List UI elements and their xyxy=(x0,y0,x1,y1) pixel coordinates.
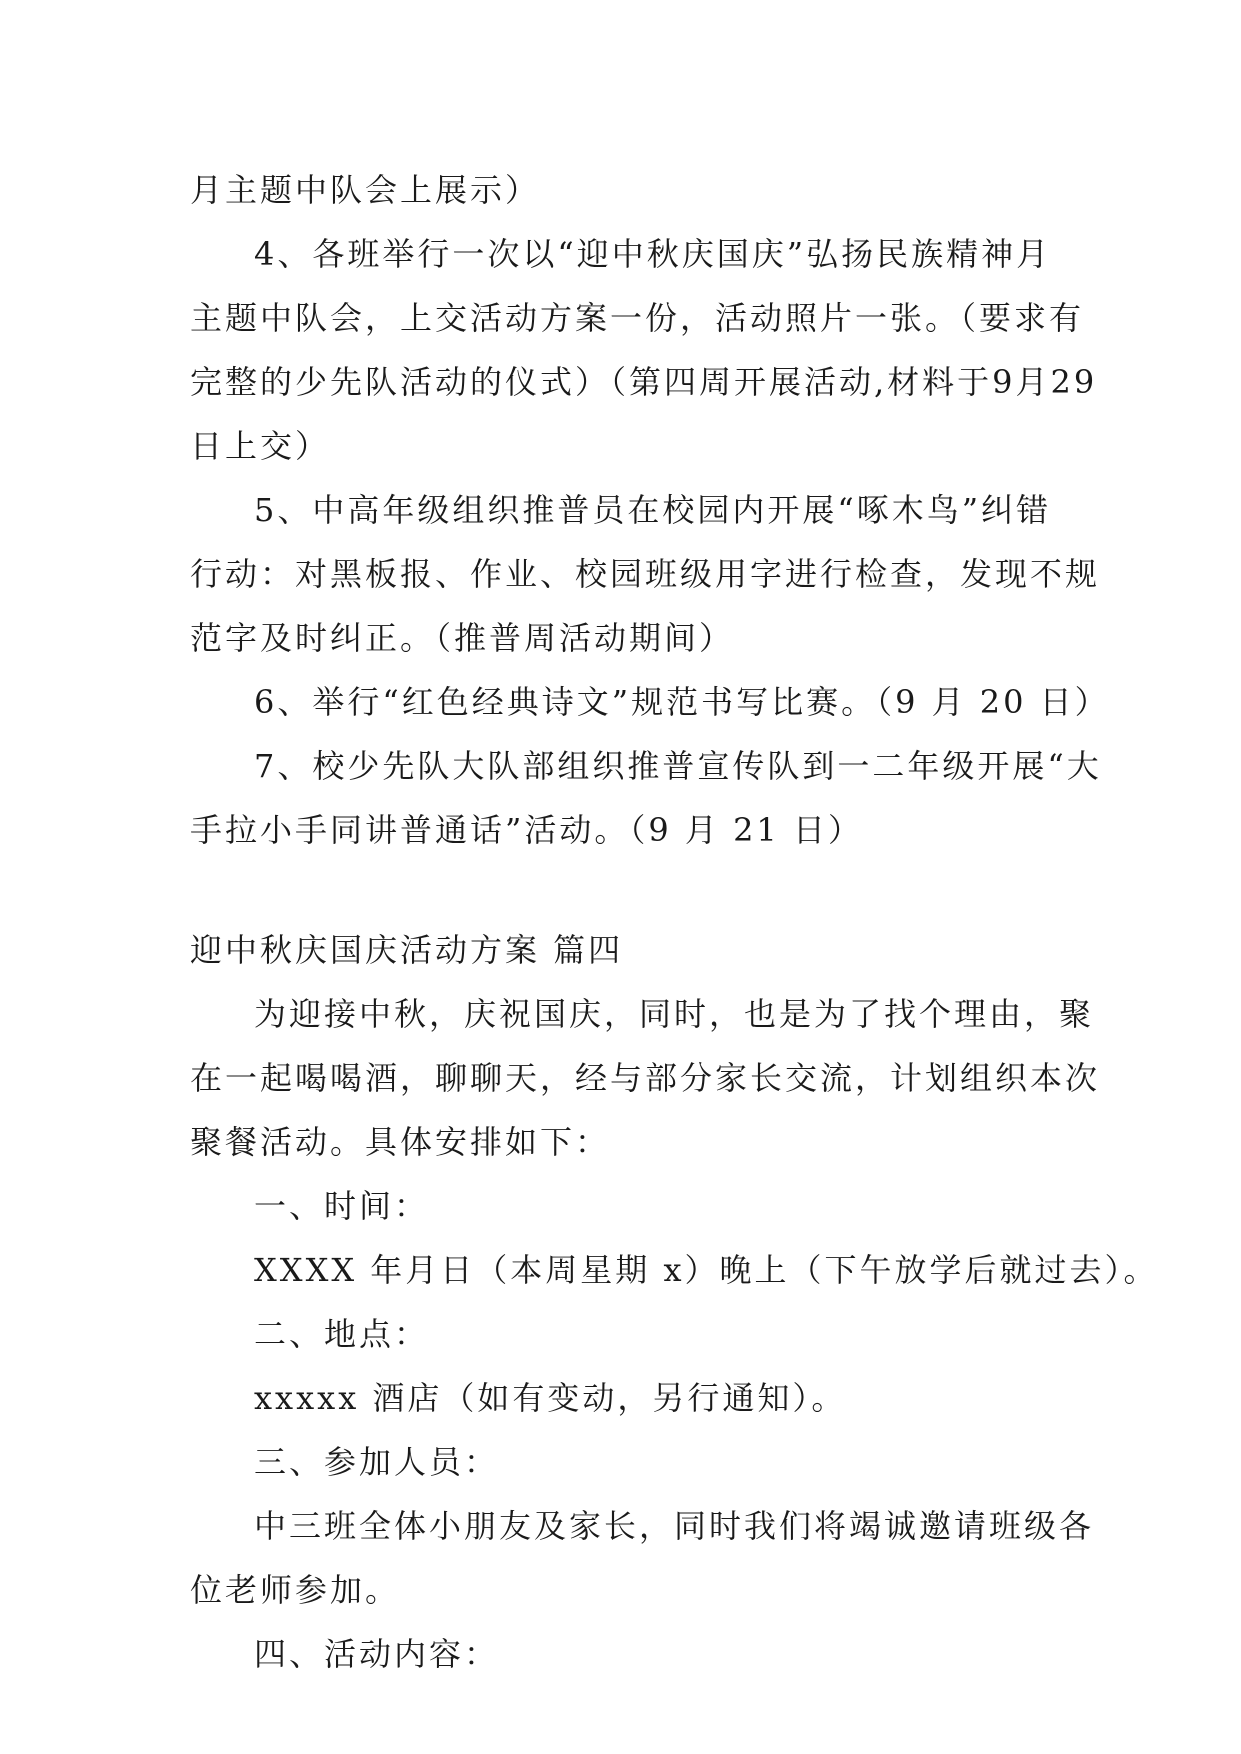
list-item-5: 5、中高年级组织推普员在校园内开展“啄木鸟”纠错 xyxy=(254,491,1052,529)
paragraph-line: 手拉小手同讲普通话”活动。（9 月 21 日） xyxy=(190,811,863,849)
subheading-location: 二、地点： xyxy=(254,1315,430,1353)
subheading-activities: 四、活动内容： xyxy=(254,1635,500,1673)
paragraph-line: 范字及时纠正。（推普周活动期间） xyxy=(190,619,735,657)
paragraph-line: 在一起喝喝酒，聊聊天，经与部分家长交流，计划组织本次 xyxy=(190,1059,1101,1097)
subheading-participants: 三、参加人员： xyxy=(254,1443,500,1481)
document-body xyxy=(190,158,1159,1686)
paragraph-line: 行动：对黑板报、作业、校园班级用字进行检查，发现不规 xyxy=(190,555,1101,593)
paragraph-line: XXXX 年月日（本周星期 x）晚上（下午放学后就过去）。 xyxy=(254,1251,1159,1289)
list-item-7: 7、校少先队大队部组织推普宣传队到一二年级开展“大 xyxy=(254,747,1102,785)
paragraph-line: 中三班全体小朋友及家长，同时我们将竭诚邀请班级各 xyxy=(254,1507,1095,1545)
list-item-6: 6、举行“红色经典诗文”规范书写比赛。（9 月 20 日） xyxy=(254,683,1110,721)
section-spacer xyxy=(190,862,1050,918)
paragraph-line: 主题中队会，上交活动方案一份，活动照片一张。（要求有 xyxy=(190,299,1085,337)
paragraph-line: 日上交） xyxy=(190,427,331,465)
paragraph-line: 位老师参加。 xyxy=(190,1571,401,1609)
paragraph-line: 为迎接中秋，庆祝国庆，同时，也是为了找个理由，聚 xyxy=(254,995,1095,1033)
paragraph-line: 完整的少先队活动的仪式）（第四周开展活动,材料于9月29 xyxy=(190,363,1098,401)
section-heading: 迎中秋庆国庆活动方案 篇四 xyxy=(190,931,624,969)
paragraph-line: xxxxx 酒店（如有变动，另行通知）。 xyxy=(254,1379,847,1417)
paragraph-line: 聚餐活动。具体安排如下： xyxy=(190,1123,611,1161)
paragraph-line: 月主题中队会上展示） xyxy=(190,171,541,209)
subheading-time: 一、时间： xyxy=(254,1187,430,1225)
list-item-4: 4、各班举行一次以“迎中秋庆国庆”弘扬民族精神月 xyxy=(254,235,1052,273)
